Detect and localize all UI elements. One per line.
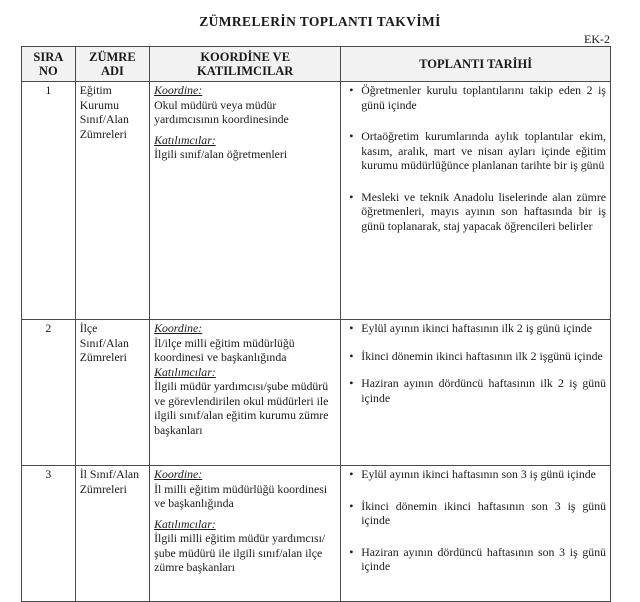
table-row — [22, 320, 611, 466]
header-toplanti-tarihi: TOPLANTI TARİHİ — [341, 47, 611, 82]
document-code: EK-2 — [584, 32, 610, 46]
meeting-dates-list — [345, 83, 606, 233]
row-number: 1 — [22, 82, 76, 320]
katilimci-label: Katılımcılar: — [154, 132, 216, 147]
koordine-label: Koordine: — [154, 321, 203, 335]
coordination-cell — [150, 466, 341, 602]
table-row — [22, 466, 611, 602]
coordination-cell — [150, 82, 341, 320]
list-item: • Mesleki ve teknik Anadolu liselerinde alan zümre öğretmenleri, mayıs ayının son haftasında bir iş günü toplanarak, staj yapacak öğrencileri belirler — [361, 190, 606, 234]
koordine-text: Okul müdürü veya müdür yardımcısının koordinesinde — [154, 97, 289, 126]
koordine-text: İl/ilçe milli eğitim müdürlüğü koordinesi ve başkanlığında — [154, 335, 295, 364]
table-header-row — [22, 47, 611, 82]
katilimci-text: İlgili sınıf/alan öğretmenleri — [154, 147, 288, 161]
meeting-schedule-table — [21, 46, 611, 602]
zumre-name: İl Sınıf/Alan Zümreleri — [75, 466, 149, 602]
table-row — [22, 82, 611, 320]
list-item: • Haziran ayının dördüncü haftasının son 3 iş günü içinde — [361, 545, 606, 574]
koordine-text: İl milli eğitim müdürlüğü koordinesi ve başkanlığında — [154, 481, 328, 510]
header-koordine: KOORDİNE VE KATILIMCILAR — [150, 47, 341, 82]
katilimci-label: Katılımcılar: — [154, 364, 216, 379]
list-item: • İkinci dönemin ikinci haftasının ilk 2 işgünü içinde — [361, 349, 606, 364]
katilimci-label: Katılımcılar: — [154, 516, 216, 531]
koordine-label: Koordine: — [154, 83, 203, 97]
katilimci-text: İlgili müdür yardımcısı/şube müdürü ve görevlendirilen okul müdürleri ile ilgili sınıf/alan eğitim kurumu zümre başkanları — [154, 379, 329, 437]
coordination-cell — [150, 320, 341, 466]
list-item: • Haziran ayının dördüncü haftasının ilk 2 iş günü içinde — [361, 376, 606, 405]
row-number: 3 — [22, 466, 76, 602]
meeting-dates-cell — [341, 82, 611, 320]
list-item: • Öğretmenler kurulu toplantılarını takip eden 2 iş günü içinde — [361, 83, 606, 112]
zumre-name: İlçe Sınıf/Alan Zümreleri — [75, 320, 149, 466]
header-zumre-adi: ZÜMRE ADI — [75, 47, 149, 82]
list-item: • İkinci dönemin ikinci haftasının son 3 iş günü içinde — [361, 499, 606, 528]
list-item: • Eylül ayının ikinci haftasının ilk 2 iş günü içinde — [361, 321, 606, 336]
meeting-dates-list — [345, 467, 606, 574]
katilimci-text: İlgili milli eğitim müdür yardımcısı/şube müdürü ile ilgili sınıf/alan ilçe zümre başkanları — [154, 531, 326, 574]
header-sira-no: SIRA NO — [22, 47, 76, 82]
row-number: 2 — [22, 320, 76, 466]
meeting-dates-list — [345, 321, 606, 405]
koordine-label: Koordine: — [154, 467, 203, 481]
meeting-dates-cell — [341, 320, 611, 466]
meeting-dates-cell — [341, 466, 611, 602]
list-item: • Eylül ayının ikinci haftasının son 3 iş günü içinde — [361, 467, 606, 482]
zumre-name: Eğitim Kurumu Sınıf/Alan Zümreleri — [75, 82, 149, 320]
page-title: ZÜMRELERİN TOPLANTI TAKVİMİ — [199, 14, 441, 29]
list-item: • Ortaöğretim kurumlarında aylık toplantılar ekim, kasım, aralık, mart ve nisan ayları içinde eğitim kurumu müdürlüğünce planlanan tarihte bir iş günü — [361, 129, 606, 173]
